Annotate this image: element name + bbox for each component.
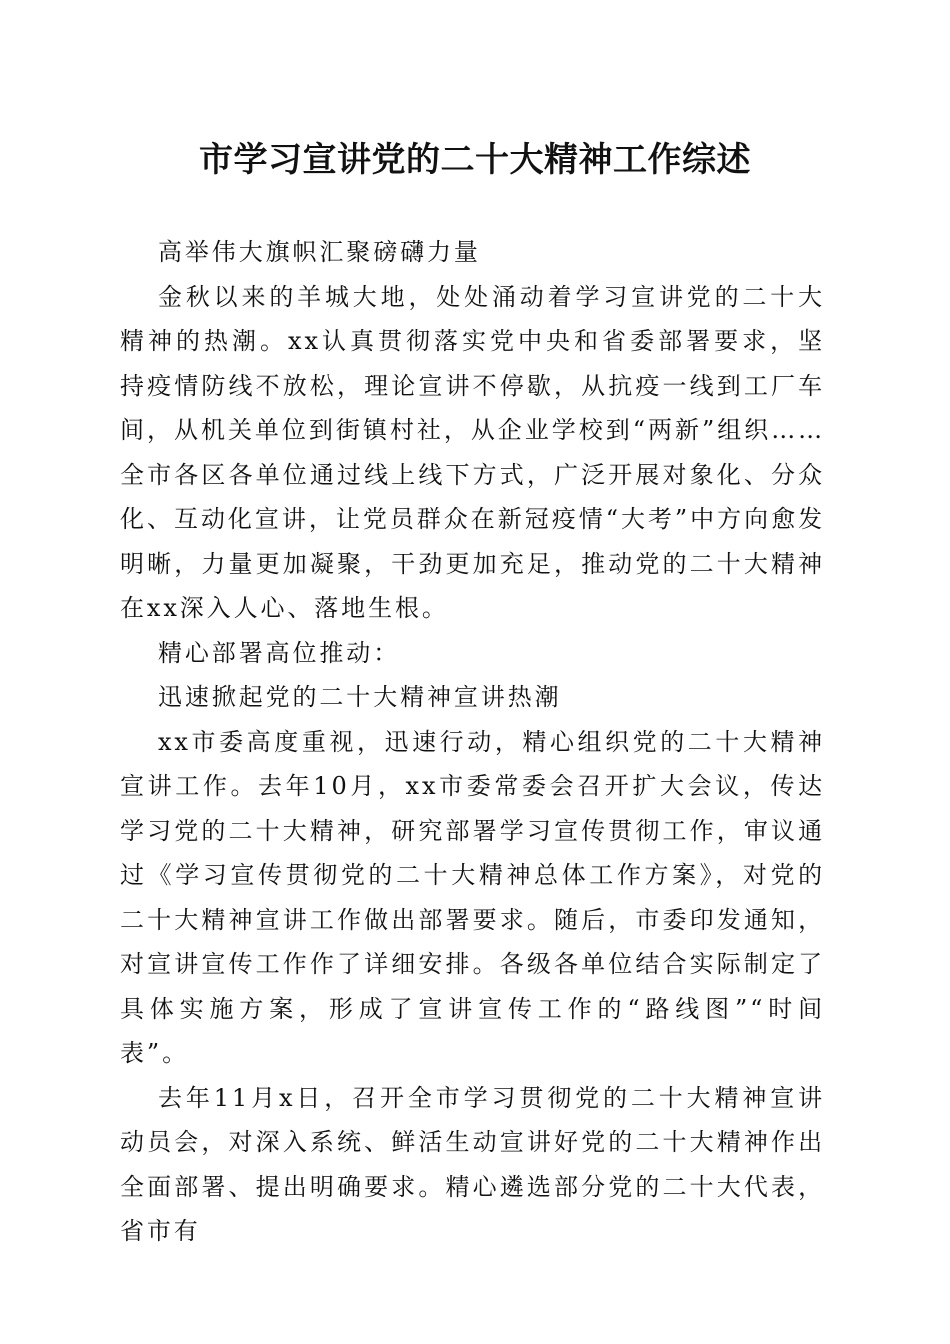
body-paragraph: xx市委高度重视，迅速行动，精心组织党的二十大精神宣讲工作。去年10月，xx市委常委会召开扩大会议，传达学习党的二十大精神，研究部署学习宣传贯彻工作，审议通过《学习宣传贯彻党的二十大精神总体工作方案》，对党的二十大精神宣讲工作做出部署要求。随后，市委印发通知，对宣讲宣传工作作了详细安排。各级各单位结合实际制定了具体实施方案，形成了宣讲宣传工作的“路线图”“时间表”。	[120, 727, 825, 1067]
section-heading: 高举伟大旗帜汇聚磅礴力量	[158, 238, 481, 266]
body-paragraph: 金秋以来的羊城大地，处处涌动着学习宣讲党的二十大精神的热潮。xx认真贯彻落实党中央和省委部署要求，坚持疫情防线不放松，理论宣讲不停歇，从抗疫一线到工厂车间，从机关单位到街镇村社，从企业学校到“两新”组织……全市各区各单位通过线上线下方式，广泛开展对象化、分众化、互动化宣讲，让党员群众在新冠疫情“大考”中方向愈发明晰，力量更加凝聚，干劲更加充足，推动党的二十大精神在xx深入人心、落地生根。	[120, 282, 825, 622]
document-title: 市学习宣讲党的二十大精神工作综述	[199, 140, 751, 180]
section-subheading: 迅速掀起党的二十大精神宣讲热潮	[158, 683, 562, 711]
body-paragraph: 去年11月x日，召开全市学习贯彻党的二十大精神宣讲动员会，对深入系统、鲜活生动宣讲好党的二十大精神作出全面部署、提出明确要求。精心遴选部分党的二十大代表，省市有	[120, 1083, 825, 1245]
section-heading: 精心部署高位推动：	[158, 638, 401, 667]
document-body	[120, 230, 825, 1254]
